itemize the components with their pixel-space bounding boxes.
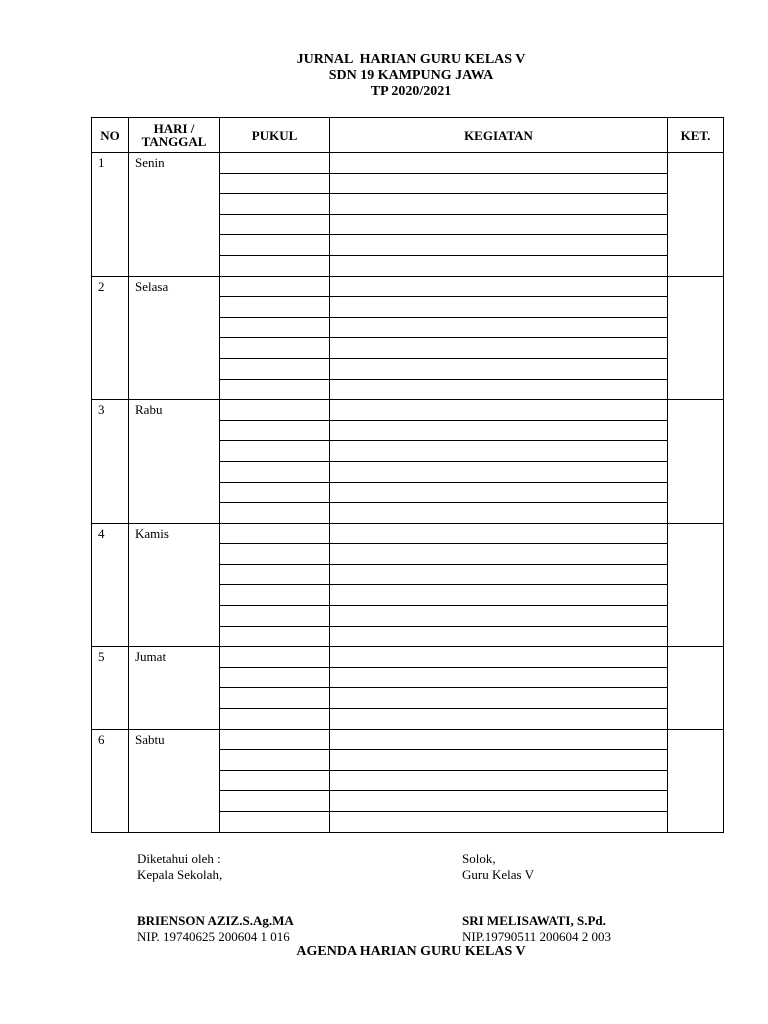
footer-left-line2: Kepala Sekolah, [137, 867, 223, 882]
day-name: Rabu [129, 400, 220, 524]
activity-cell[interactable] [330, 255, 668, 276]
note-cell[interactable] [668, 729, 724, 832]
time-cell[interactable] [220, 461, 330, 482]
footer-teacher [462, 851, 611, 945]
time-cell[interactable] [220, 585, 330, 606]
time-cell[interactable] [220, 297, 330, 318]
activity-cell[interactable] [330, 214, 668, 235]
activity-cell[interactable] [330, 667, 668, 688]
teacher-nip: NIP.19790511 200604 2 003 [462, 929, 612, 944]
column-header-note: KET. [668, 118, 724, 153]
footer-left-line1: Diketahui oleh : [137, 851, 221, 866]
time-cell[interactable] [220, 770, 330, 791]
row-number: 5 [92, 647, 129, 729]
activity-cell[interactable] [330, 585, 668, 606]
activity-cell[interactable] [330, 173, 668, 194]
time-cell[interactable] [220, 338, 330, 359]
column-header-time: PUKUL [220, 118, 330, 153]
principal-nip: NIP. 19740625 200604 1 016 [137, 929, 290, 944]
note-cell[interactable] [668, 647, 724, 729]
activity-cell[interactable] [330, 338, 668, 359]
time-cell[interactable] [220, 276, 330, 297]
time-cell[interactable] [220, 564, 330, 585]
time-cell[interactable] [220, 791, 330, 812]
activity-cell[interactable] [330, 379, 668, 400]
day-name: Kamis [129, 523, 220, 647]
journal-table [91, 117, 724, 833]
activity-cell[interactable] [330, 750, 668, 771]
table-row [92, 153, 724, 174]
time-cell[interactable] [220, 729, 330, 750]
principal-name: BRIENSON AZIZ.S.Ag.MA [137, 913, 294, 928]
activity-cell[interactable] [330, 482, 668, 503]
table-row [92, 729, 724, 750]
journal-body [92, 153, 724, 833]
activity-cell[interactable] [330, 606, 668, 627]
footer-right-line1: Solok, [462, 851, 496, 866]
teacher-name: SRI MELISAWATI, S.Pd. [462, 913, 606, 928]
activity-cell[interactable] [330, 317, 668, 338]
footer-right-line2: Guru Kelas V [462, 867, 534, 882]
time-cell[interactable] [220, 503, 330, 524]
note-cell[interactable] [668, 523, 724, 647]
activity-cell[interactable] [330, 626, 668, 647]
table-row [92, 400, 724, 421]
footer-principal [137, 851, 294, 945]
row-number: 3 [92, 400, 129, 524]
activity-cell[interactable] [330, 441, 668, 462]
header-title: JURNAL HARIAN GURU KELAS V [296, 52, 526, 67]
time-cell[interactable] [220, 523, 330, 544]
table-row [92, 523, 724, 544]
time-cell[interactable] [220, 750, 330, 771]
row-number: 4 [92, 523, 129, 647]
activity-cell[interactable] [330, 400, 668, 421]
activity-cell[interactable] [330, 770, 668, 791]
activity-cell[interactable] [330, 276, 668, 297]
row-number: 2 [92, 276, 129, 400]
activity-cell[interactable] [330, 647, 668, 668]
row-number: 1 [92, 153, 129, 277]
activity-cell[interactable] [330, 297, 668, 318]
activity-cell[interactable] [330, 235, 668, 256]
activity-cell[interactable] [330, 729, 668, 750]
time-cell[interactable] [220, 235, 330, 256]
column-header-activity: KEGIATAN [330, 118, 668, 153]
activity-cell[interactable] [330, 709, 668, 730]
table-header-row [92, 118, 724, 153]
activity-cell[interactable] [330, 544, 668, 565]
time-cell[interactable] [220, 317, 330, 338]
note-cell[interactable] [668, 276, 724, 400]
table-row [92, 647, 724, 668]
time-cell[interactable] [220, 709, 330, 730]
activity-cell[interactable] [330, 791, 668, 812]
time-cell[interactable] [220, 606, 330, 627]
time-cell[interactable] [220, 420, 330, 441]
bottom-title: AGENDA HARIAN GURU KELAS V [296, 944, 526, 959]
activity-cell[interactable] [330, 420, 668, 441]
column-header-day: HARI / TANGGAL [129, 118, 220, 153]
activity-cell[interactable] [330, 564, 668, 585]
time-cell[interactable] [220, 544, 330, 565]
day-name: Sabtu [129, 729, 220, 832]
activity-cell[interactable] [330, 461, 668, 482]
activity-cell[interactable] [330, 503, 668, 524]
header-school: SDN 19 KAMPUNG JAWA [328, 68, 494, 83]
activity-cell[interactable] [330, 358, 668, 379]
time-cell[interactable] [220, 482, 330, 503]
day-name: Jumat [129, 647, 220, 729]
activity-cell[interactable] [330, 153, 668, 174]
header-year: TP 2020/2021 [370, 84, 452, 99]
time-cell[interactable] [220, 688, 330, 709]
time-cell[interactable] [220, 667, 330, 688]
activity-cell[interactable] [330, 523, 668, 544]
day-name: Selasa [129, 276, 220, 400]
column-header-no: NO [92, 118, 129, 153]
time-cell[interactable] [220, 173, 330, 194]
day-name: Senin [129, 153, 220, 277]
time-cell[interactable] [220, 647, 330, 668]
table-row [92, 276, 724, 297]
time-cell[interactable] [220, 194, 330, 215]
time-cell[interactable] [220, 358, 330, 379]
time-cell[interactable] [220, 153, 330, 174]
note-cell[interactable] [668, 153, 724, 277]
activity-cell[interactable] [330, 194, 668, 215]
document-header [0, 52, 768, 100]
row-number: 6 [92, 729, 129, 832]
time-cell[interactable] [220, 441, 330, 462]
time-cell[interactable] [220, 400, 330, 421]
time-cell[interactable] [220, 214, 330, 235]
time-cell[interactable] [220, 379, 330, 400]
activity-cell[interactable] [330, 812, 668, 833]
time-cell[interactable] [220, 626, 330, 647]
note-cell[interactable] [668, 400, 724, 524]
time-cell[interactable] [220, 812, 330, 833]
time-cell[interactable] [220, 255, 330, 276]
activity-cell[interactable] [330, 688, 668, 709]
